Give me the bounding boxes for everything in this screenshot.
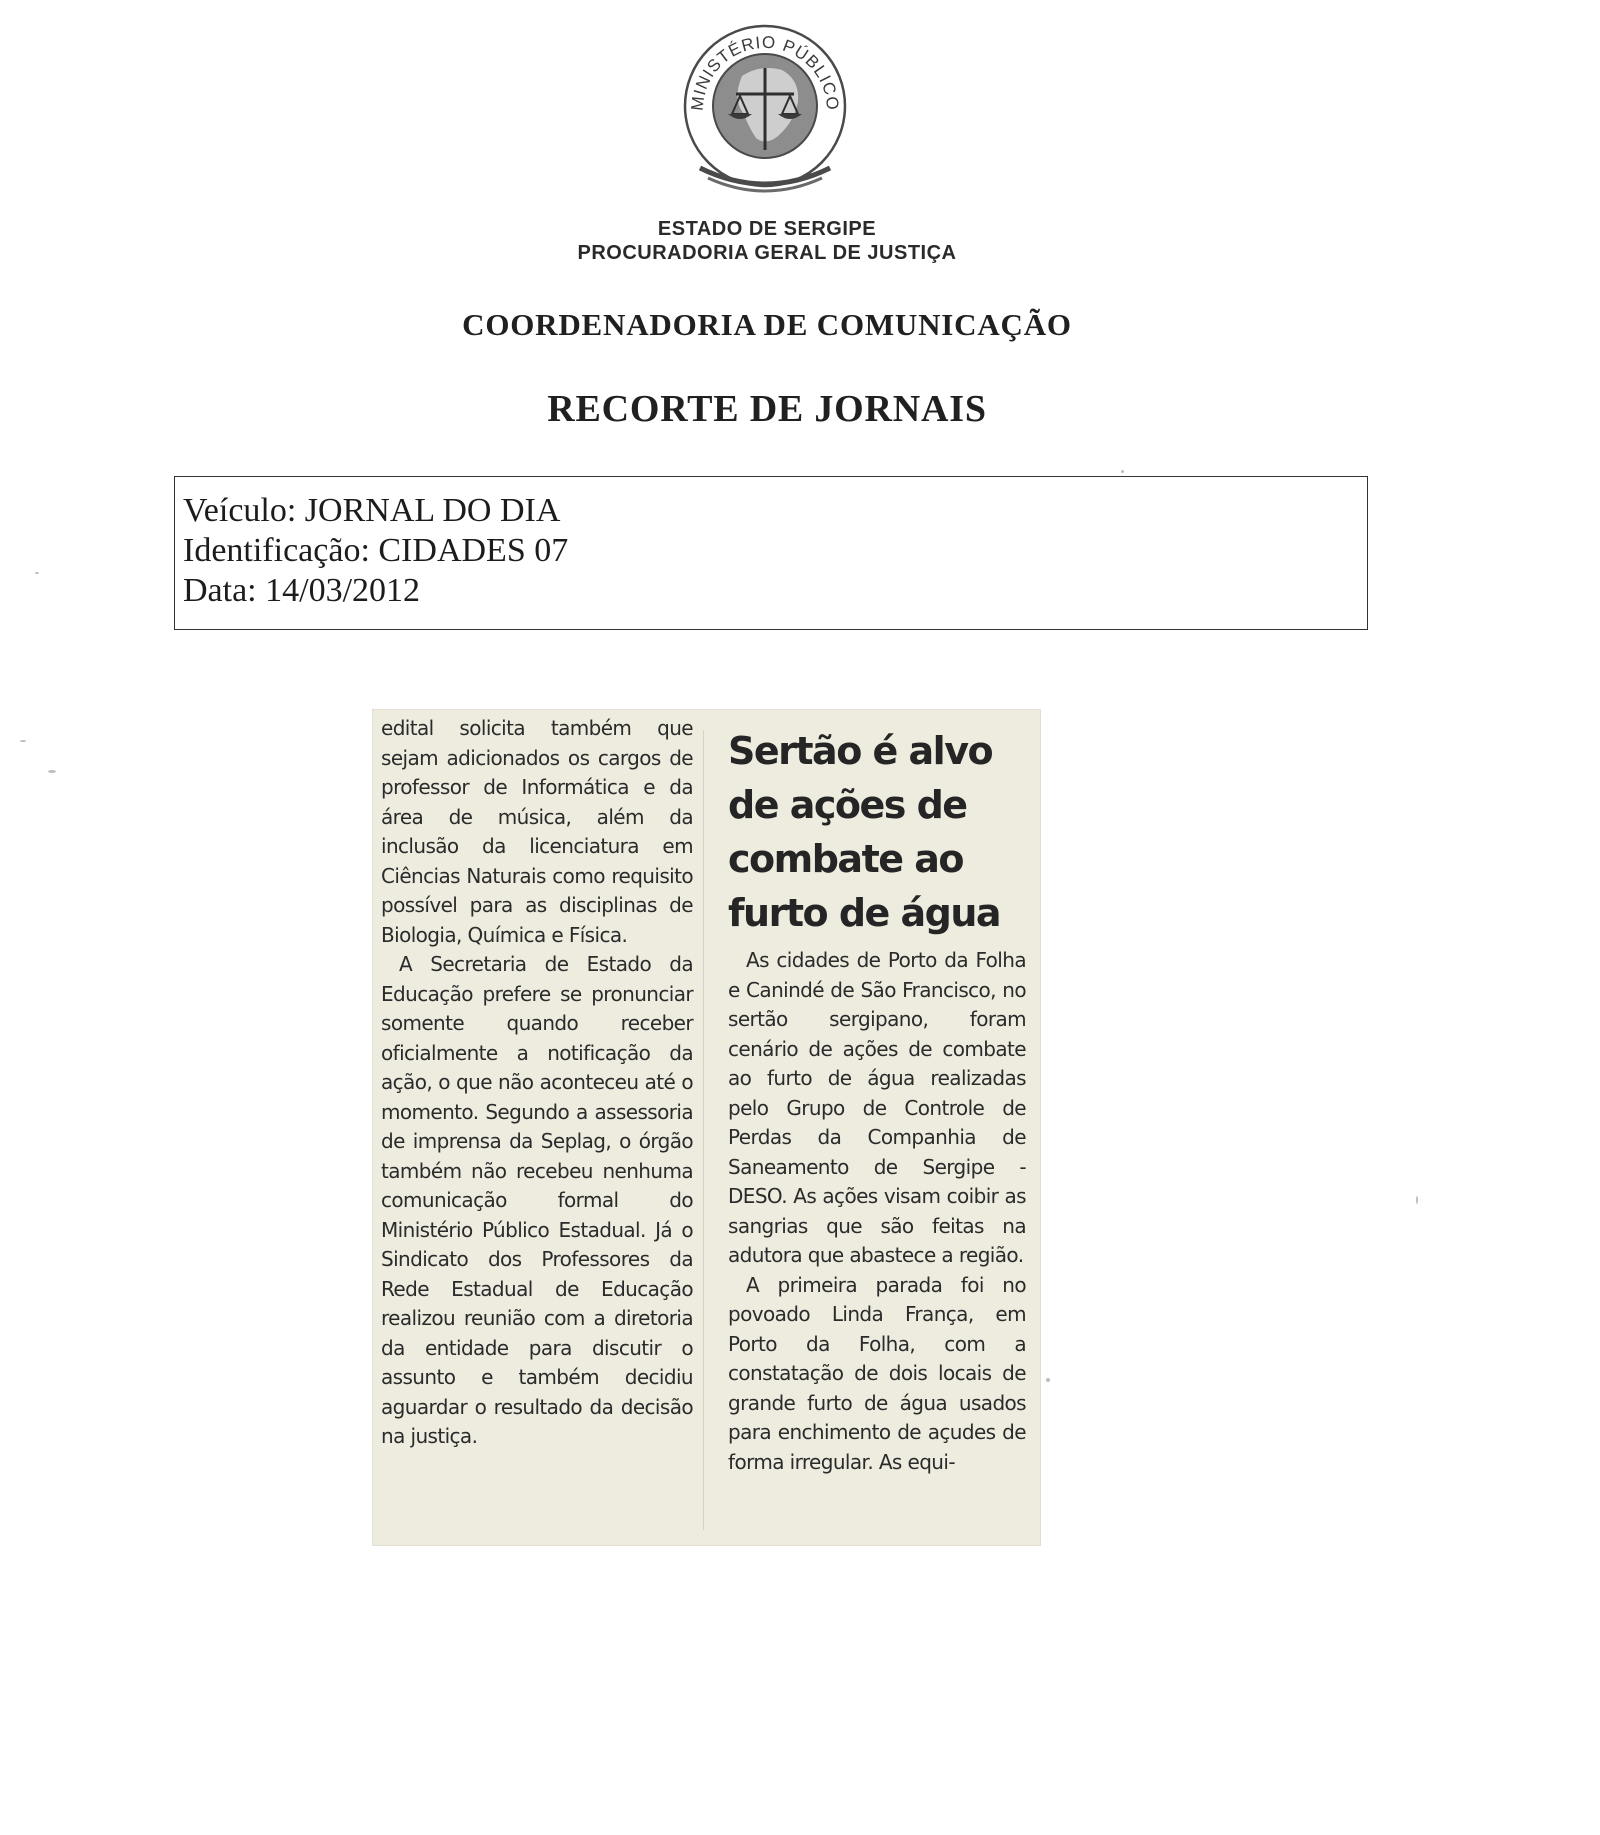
left-paragraph: A Secretaria de Estado da Educação prefere se pronunciar somente quando receber oficialmente a notificação da ação, o que não aconteceu até o momento. Segundo a assessoria de imprensa da Seplag, o órgão também não recebeu nenhuma comunicação formal do Ministério Público Estadual. Já o Sindicato dos Professores da Rede Estadual de Educação realizou reunião com a diretoria da entidade para discutir o assunto e também decidiu aguardar o resultado da decisão na justiça. (381, 952, 693, 1448)
clipping-right-column (728, 724, 1026, 1477)
right-paragraph: As cidades de Porto da Folha e Canindé de São Francisco, no sertão sergipano, foram cenário de ações de combate ao furto de água realizadas pelo Grupo de Controle de Perdas da Companhia de Saneamento de Sergipe - DESO. As ações visam coibir as sangrias que são feitas na adutora que abastece a região. (728, 948, 1026, 1267)
left-paragraph: edital solicita também que sejam adicionados os cargos de professor de Informática e da área de música, além da inclusão da licenciatura em Ciências Naturais como requisito possível para as disciplinas de Biologia, Química e Física. (381, 716, 693, 947)
scan-speck (1121, 470, 1124, 473)
date-line: Data: 14/03/2012 (183, 572, 421, 609)
identification-line: Identificação: CIDADES 07 (183, 532, 569, 569)
headline-line: furto de água (728, 891, 1001, 935)
newspaper-clipping (373, 710, 1040, 1545)
department-title: COORDENADORIA DE COMUNICAÇÃO (462, 307, 1072, 342)
document-title: RECORTE DE JORNAIS (547, 388, 987, 430)
article-headline (728, 724, 1026, 940)
clipping-info-box (174, 476, 1368, 630)
clipping-left-column (381, 714, 693, 1452)
scan-speck (48, 770, 56, 773)
headline-line: combate ao (728, 837, 963, 881)
article-body (728, 946, 1026, 1477)
right-paragraph: A primeira parada foi no povoado Linda França, em Porto da Folha, com a constatação de dois locais de grande furto de água usados para enchimento de açudes de forma irregular. As equi- (728, 1272, 1026, 1474)
office-name: PROCURADORIA GERAL DE JUSTIÇA (577, 242, 957, 264)
scan-speck (20, 740, 26, 742)
headline-line: Sertão é alvo (728, 729, 993, 773)
state-name: ESTADO DE SERGIPE (657, 218, 877, 240)
vehicle-line: Veículo: JORNAL DO DIA (183, 492, 561, 529)
scan-speck (1046, 1378, 1050, 1382)
scan-speck (35, 572, 39, 574)
scan-speck (1416, 1196, 1418, 1204)
column-divider (703, 730, 704, 1530)
ministerio-publico-seal (670, 18, 860, 198)
seal-ring-text: MINISTÉRIO PÚBLICO (687, 32, 843, 112)
headline-line: de ações de (728, 783, 967, 827)
